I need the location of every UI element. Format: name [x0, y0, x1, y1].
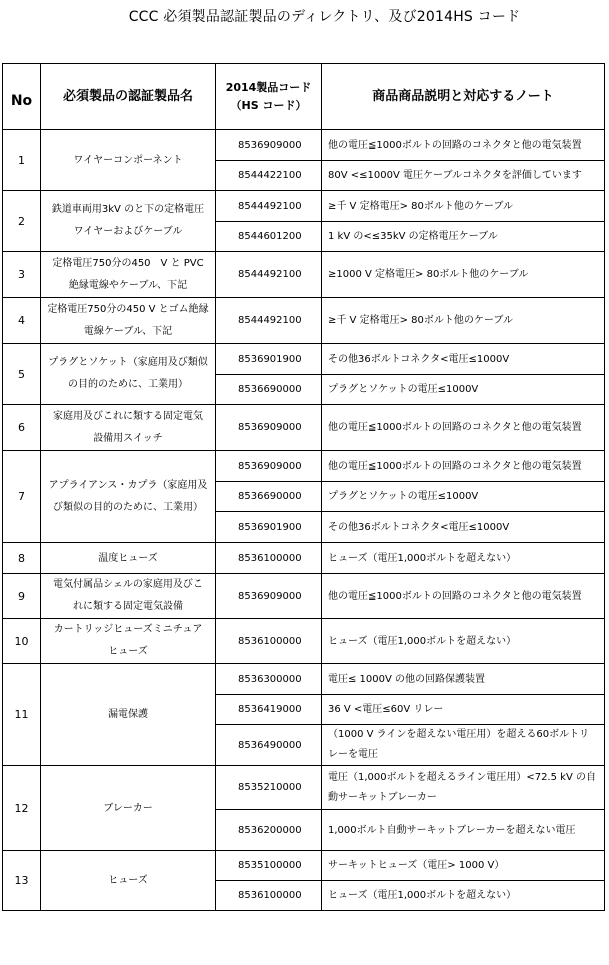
header-hs-code — [216, 64, 322, 130]
product-description: 他の電圧≦1000ボルトの回路のコネクタと他の電気装置 — [322, 574, 605, 619]
product-name-line: ワイヤーおよびケーブル — [73, 226, 183, 237]
hs-code: 8536100000 — [216, 543, 322, 574]
product-name-line: び類似の目的のために、工業用） — [53, 501, 203, 513]
row-number: 13 — [3, 851, 41, 911]
table-row — [3, 344, 605, 375]
hs-code: 8536901900 — [216, 344, 322, 375]
row-number: 10 — [3, 619, 41, 664]
product-name — [41, 543, 216, 574]
table-row — [3, 766, 605, 810]
hs-code: 8544422100 — [216, 161, 322, 191]
product-description: 36 V <電圧≤60V リレー — [322, 695, 605, 725]
product-name — [41, 130, 216, 191]
product-description: 他の電圧≦1000ボルトの回路のコネクタと他の電気装置 — [322, 405, 605, 451]
product-name — [41, 574, 216, 619]
product-name-line: ブレーカー — [103, 802, 153, 814]
product-name — [41, 766, 216, 851]
product-description: 他の電圧≦1000ボルトの回路のコネクタと他の電気装置 — [322, 451, 605, 482]
table-row — [3, 451, 605, 482]
product-name-line: ヒューズ — [108, 646, 148, 657]
product-name — [41, 451, 216, 543]
product-description: ヒューズ（電圧1,000ボルトを超えない） — [322, 619, 605, 664]
hs-code: 8544492100 — [216, 298, 322, 344]
hs-code: 8536909000 — [216, 405, 322, 451]
hs-code: 8536690000 — [216, 482, 322, 512]
table-row — [3, 130, 605, 161]
row-number: 1 — [3, 130, 41, 191]
table-row — [3, 191, 605, 222]
product-name-line: 定格電圧750分の450 V とゴム絶縁 — [47, 303, 209, 315]
product-name — [41, 851, 216, 911]
product-description: ヒューズ（電圧1,000ボルトを超えない） — [322, 881, 605, 911]
product-description: 電圧（1,000ボルトを超えるライン電圧用）<72.5 kV の自動サーキットブレーカー — [322, 766, 605, 810]
row-number: 4 — [3, 298, 41, 344]
hs-code: 8536490000 — [216, 725, 322, 766]
product-name-line: 絶縁電線やケーブル、下記 — [68, 279, 188, 291]
table-row — [3, 405, 605, 451]
table-row — [3, 298, 605, 344]
product-name — [41, 252, 216, 298]
header-row — [3, 64, 605, 130]
product-description: （1000 V ラインを超えない電圧用）を超える60ボルトリレーを電圧 — [322, 725, 605, 766]
product-description: プラグとソケットの電圧≤1000V — [322, 375, 605, 405]
hs-code: 8536909000 — [216, 451, 322, 482]
product-name-line: 電気付属品シェルの家庭用及びこ — [53, 579, 203, 590]
hs-code: 8536419000 — [216, 695, 322, 725]
hs-code: 8536100000 — [216, 619, 322, 664]
header-hs-line1: 2014製品コード — [225, 80, 312, 94]
product-description: ≥千 V 定格電圧> 80ボルト他のケーブル — [322, 191, 605, 222]
product-name-line: 設備用スイッチ — [93, 432, 163, 444]
product-name-line: 鉄道車両用3kV のと下の定格電圧 — [51, 204, 205, 215]
product-name-line: 家庭用及びこれに類する固定電気 — [53, 410, 203, 422]
product-name-line: カートリッジヒューズミニチュア — [53, 624, 203, 635]
header-no: No — [3, 64, 41, 130]
product-name — [41, 191, 216, 252]
product-name-line: 電線ケーブル、下記 — [83, 325, 173, 337]
product-name-line: 定格電圧750分の450 V と PVC — [52, 257, 204, 269]
row-number: 6 — [3, 405, 41, 451]
product-description: プラグとソケットの電圧≤1000V — [322, 482, 605, 512]
product-name-line: ワイヤーコンポーネント — [73, 154, 183, 166]
product-description: ヒューズ（電圧1,000ボルトを超えない） — [322, 543, 605, 574]
hs-code: 8536909000 — [216, 130, 322, 161]
certification-table — [2, 63, 605, 911]
hs-code: 8535210000 — [216, 766, 322, 810]
hs-code: 8544492100 — [216, 252, 322, 298]
product-description: 電圧≤ 1000V の他の回路保護装置 — [322, 664, 605, 695]
product-description: 1,000ボルト自動サーキットブレーカーを超えない電圧 — [322, 810, 605, 851]
product-description: ≥1000 V 定格電圧> 80ボルト他のケーブル — [322, 252, 605, 298]
product-description: ≥千 V 定格電圧> 80ボルト他のケーブル — [322, 298, 605, 344]
hs-code: 8535100000 — [216, 851, 322, 881]
product-name-line: 漏電保護 — [108, 709, 148, 720]
hs-code: 8544601200 — [216, 222, 322, 252]
product-description: その他36ボルトコネクタ<電圧≤1000V — [322, 512, 605, 543]
product-description: その他36ボルトコネクタ<電圧≤1000V — [322, 344, 605, 375]
table-row — [3, 574, 605, 619]
product-description: 80V <≤1000V 電圧ケーブルコネクタを評価しています — [322, 161, 605, 191]
row-number: 5 — [3, 344, 41, 405]
row-number: 12 — [3, 766, 41, 851]
hs-code: 8536901900 — [216, 512, 322, 543]
hs-code: 8536200000 — [216, 810, 322, 851]
table-row — [3, 619, 605, 664]
table-row — [3, 252, 605, 298]
header-hs-line2: （HS コード） — [230, 98, 307, 112]
product-name-line: ヒューズ — [108, 875, 148, 886]
table-row — [3, 851, 605, 881]
table-row — [3, 543, 605, 574]
product-name — [41, 405, 216, 451]
product-name — [41, 298, 216, 344]
row-number: 2 — [3, 191, 41, 252]
header-product-name: 必須製品の認証製品名 — [41, 64, 216, 130]
row-number: 11 — [3, 664, 41, 766]
product-description: 1 kV の<≤35kV の定格電圧ケーブル — [322, 222, 605, 252]
row-number: 9 — [3, 574, 41, 619]
table-body — [3, 130, 605, 911]
product-name-line: アプライアンス・カプラ（家庭用及 — [48, 479, 208, 491]
table-row — [3, 664, 605, 695]
product-description: 他の電圧≦1000ボルトの回路のコネクタと他の電気装置 — [322, 130, 605, 161]
row-number: 8 — [3, 543, 41, 574]
hs-code: 8544492100 — [216, 191, 322, 222]
hs-code: 8536909000 — [216, 574, 322, 619]
product-name — [41, 664, 216, 766]
hs-code: 8536100000 — [216, 881, 322, 911]
product-name-line: 温度ヒューズ — [98, 552, 158, 564]
document-title: CCC 必須製品認証製品のディレクトリ、及び2014HS コード — [128, 9, 521, 25]
product-description: サーキットヒューズ（電圧> 1000 V） — [322, 851, 605, 881]
product-name — [41, 344, 216, 405]
row-number: 7 — [3, 451, 41, 543]
product-name-line: れに類する固定電気設備 — [73, 601, 183, 612]
row-number: 3 — [3, 252, 41, 298]
product-name-line: の目的のために、工業用） — [68, 379, 188, 390]
hs-code: 8536300000 — [216, 664, 322, 695]
product-name-line: プラグとソケット（家庭用及び類似 — [48, 357, 208, 368]
header-description: 商品商品説明と対応するノート — [322, 64, 605, 130]
product-name — [41, 619, 216, 664]
hs-code: 8536690000 — [216, 375, 322, 405]
